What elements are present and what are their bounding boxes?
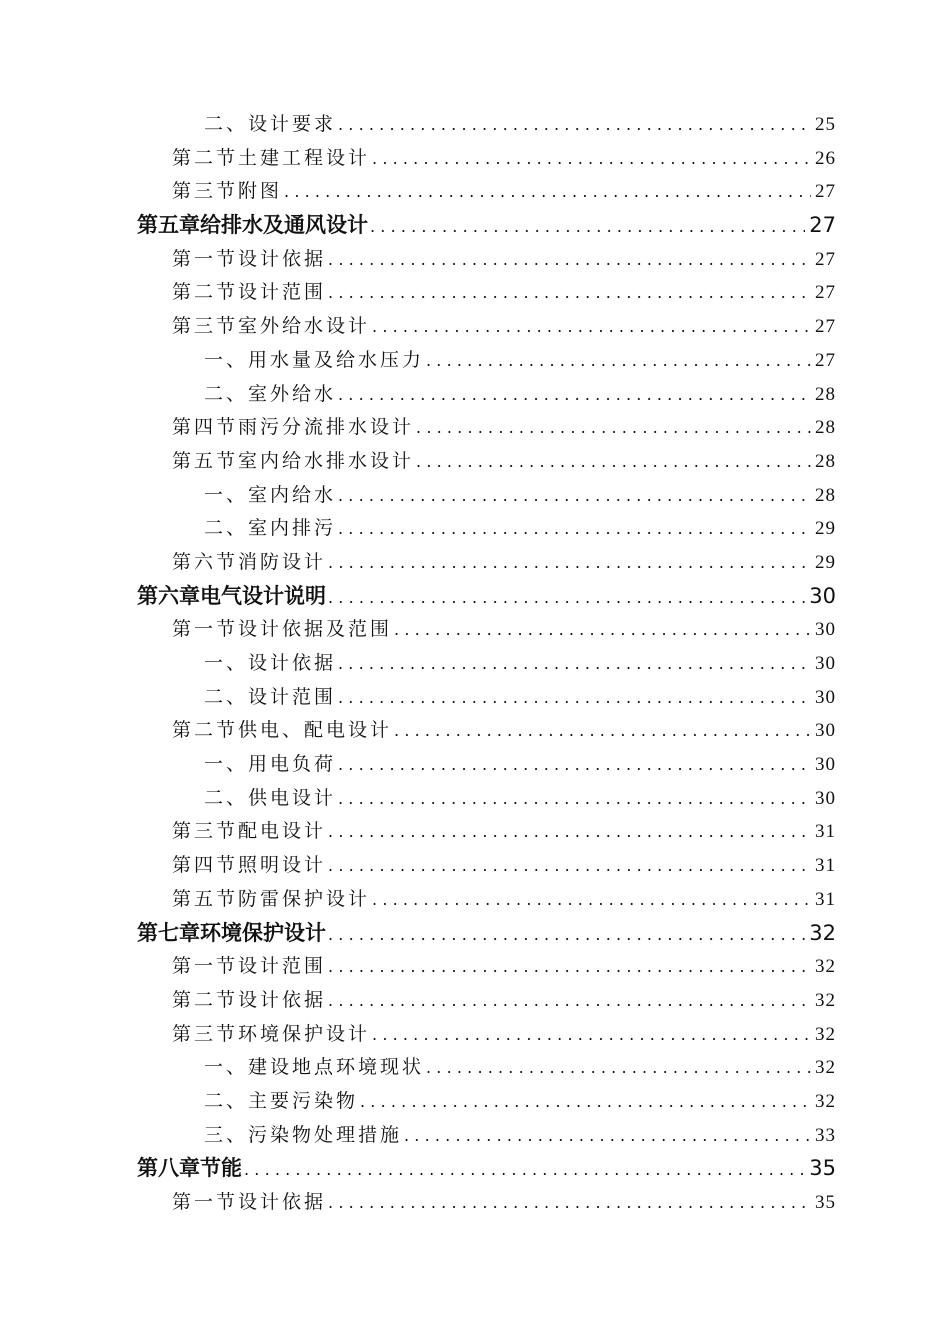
toc-page-number: 27 xyxy=(815,316,836,338)
dot-leader xyxy=(416,445,811,479)
toc-entry-number: 第六节 xyxy=(172,550,239,573)
toc-page-number: 27 xyxy=(815,349,836,371)
toc-entry-number: 第一节 xyxy=(172,247,239,270)
toc-subsection-entry[interactable] xyxy=(0,1119,950,1153)
toc-entry-title: 二、设计范围 xyxy=(204,685,337,708)
toc-entry-title: 室内给水排水设计 xyxy=(238,449,415,472)
dot-leader xyxy=(372,310,811,344)
toc-section-entry[interactable] xyxy=(0,984,950,1018)
toc-section-entry[interactable] xyxy=(0,411,950,445)
toc-page-number: 30 xyxy=(815,686,836,708)
toc-page-number: 28 xyxy=(815,450,836,472)
toc-entry-title: 设计依据 xyxy=(238,247,327,270)
dot-leader xyxy=(328,984,811,1018)
toc-subsection-entry[interactable] xyxy=(0,1085,950,1119)
toc-chapter-entry[interactable] xyxy=(0,580,950,614)
dot-leader xyxy=(426,344,811,378)
toc-subsection-entry[interactable] xyxy=(0,782,950,816)
dot-leader xyxy=(394,613,811,647)
toc-page-number: 30 xyxy=(815,754,836,776)
dot-leader xyxy=(394,714,811,748)
toc-entry-number: 第一节 xyxy=(172,1191,239,1213)
toc-page-number: 32 xyxy=(815,989,836,1011)
dot-leader xyxy=(360,1085,811,1119)
toc-section-entry[interactable] xyxy=(0,546,950,580)
toc-entry-number: 第五节 xyxy=(172,449,239,472)
dot-leader xyxy=(372,142,811,176)
toc-entry-title: 设计依据 xyxy=(238,1191,327,1213)
dot-leader xyxy=(370,210,805,244)
toc-entry-number: 第六章 xyxy=(137,583,200,608)
toc-entry-title: 二、主要污染物 xyxy=(204,1089,359,1112)
toc-subsection-entry[interactable] xyxy=(0,647,950,681)
dot-leader xyxy=(328,950,811,984)
toc-page-number: 31 xyxy=(815,855,836,877)
toc-section-entry[interactable] xyxy=(0,613,950,647)
dot-leader xyxy=(426,1051,811,1085)
toc-page-number: 32 xyxy=(815,1023,836,1045)
toc-entry-number: 第三节 xyxy=(172,180,239,203)
dot-leader xyxy=(338,748,811,782)
dot-leader xyxy=(328,815,811,849)
toc-entry-number: 第二节 xyxy=(172,988,239,1011)
dot-leader xyxy=(328,243,811,277)
toc-subsection-entry[interactable] xyxy=(0,681,950,715)
dot-leader xyxy=(338,378,811,412)
toc-page-number: 27 xyxy=(809,213,836,238)
toc-subsection-entry[interactable] xyxy=(0,378,950,412)
toc-entry-title: 三、污染物处理措施 xyxy=(204,1123,403,1146)
toc-section-entry[interactable] xyxy=(0,883,950,917)
toc-page-number: 33 xyxy=(815,1124,836,1146)
dot-leader xyxy=(328,581,805,615)
toc-page-number: 35 xyxy=(815,1192,836,1213)
toc-page-number: 30 xyxy=(809,583,836,608)
toc-entry-title: 二、设计要求 xyxy=(204,113,337,135)
toc-page-number: 32 xyxy=(815,956,836,978)
toc-entry-number: 第四节 xyxy=(172,854,239,877)
toc-entry-number: 第七章 xyxy=(137,920,200,945)
toc-entry-title: 一、建设地点环境现状 xyxy=(204,1056,425,1079)
toc-section-entry[interactable] xyxy=(0,310,950,344)
toc-subsection-entry[interactable] xyxy=(0,1051,950,1085)
toc-entry-title: 配电设计 xyxy=(238,820,327,843)
toc-section-entry[interactable] xyxy=(0,445,950,479)
toc-entry-title: 给排水及通风设计 xyxy=(200,213,368,238)
toc-page-number: 28 xyxy=(815,417,836,439)
dot-leader xyxy=(338,782,811,816)
toc-section-entry[interactable] xyxy=(0,243,950,277)
toc-entry-title: 一、设计依据 xyxy=(204,652,337,674)
toc-entry-title: 土建工程设计 xyxy=(238,146,371,169)
toc-page-number: 27 xyxy=(815,282,836,304)
toc-section-entry[interactable] xyxy=(0,849,950,883)
toc-subsection-entry[interactable] xyxy=(0,479,950,513)
toc-page-number: 30 xyxy=(815,653,836,674)
dot-leader xyxy=(372,883,811,917)
toc-subsection-entry[interactable] xyxy=(0,344,950,378)
toc-entry-number: 第一节 xyxy=(172,955,239,978)
toc-entry-number: 第三节 xyxy=(172,820,239,843)
dot-leader xyxy=(338,479,811,513)
toc-section-entry[interactable] xyxy=(0,175,950,209)
toc-entry-title: 设计范围 xyxy=(238,955,327,978)
toc-section-entry[interactable] xyxy=(0,142,950,176)
toc-entry-number: 第二节 xyxy=(172,719,239,742)
table-of-contents xyxy=(0,108,950,1220)
toc-entry-title: 环境保护设计 xyxy=(238,1022,371,1045)
toc-section-entry[interactable] xyxy=(0,815,950,849)
toc-entry-number: 第五节 xyxy=(172,887,239,910)
toc-entry-number: 第一节 xyxy=(172,618,239,641)
toc-entry-title: 防雷保护设计 xyxy=(238,887,371,910)
toc-entry-title: 二、室外给水 xyxy=(204,382,337,405)
toc-entry-title: 雨污分流排水设计 xyxy=(238,416,415,439)
dot-leader xyxy=(416,411,811,445)
toc-entry-number: 第五章 xyxy=(137,213,200,238)
toc-section-entry[interactable] xyxy=(0,950,950,984)
toc-page-number: 29 xyxy=(815,551,836,573)
toc-entry-title: 设计依据及范围 xyxy=(238,618,393,641)
toc-entry-title: 供电、配电设计 xyxy=(238,719,393,742)
toc-page-number: 25 xyxy=(815,114,836,135)
dot-leader xyxy=(404,1119,811,1153)
dot-leader xyxy=(372,1018,811,1052)
toc-entry-number: 第二节 xyxy=(172,146,239,169)
toc-page-number: 30 xyxy=(815,787,836,809)
toc-subsection-entry[interactable] xyxy=(0,748,950,782)
toc-page-number: 35 xyxy=(809,1156,836,1181)
toc-entry-number: 第八章 xyxy=(137,1156,200,1181)
toc-entry-title: 一、用水量及给水压力 xyxy=(204,348,425,371)
dot-leader xyxy=(284,175,811,209)
toc-subsection-entry[interactable] xyxy=(0,108,950,142)
toc-entry-number: 第三节 xyxy=(172,1022,239,1045)
toc-entry-title: 一、室内给水 xyxy=(204,483,337,506)
toc-page-number: 27 xyxy=(815,181,836,203)
toc-section-entry[interactable] xyxy=(0,1186,950,1220)
toc-entry-title: 室外给水设计 xyxy=(238,315,371,338)
toc-page-number: 28 xyxy=(815,383,836,405)
toc-section-entry[interactable] xyxy=(0,1018,950,1052)
toc-entry-title: 照明设计 xyxy=(238,854,327,877)
toc-page-number: 30 xyxy=(815,619,836,641)
toc-page-number: 31 xyxy=(815,888,836,910)
toc-entry-number: 第三节 xyxy=(172,315,239,338)
dot-leader xyxy=(328,546,811,580)
toc-page-number: 26 xyxy=(815,147,836,169)
toc-entry-title: 设计范围 xyxy=(238,281,327,304)
toc-page-number: 28 xyxy=(815,484,836,506)
toc-entry-title: 节能 xyxy=(200,1156,242,1181)
toc-entry-title: 环境保护设计 xyxy=(200,920,326,945)
toc-entry-title: 电气设计说明 xyxy=(200,583,326,608)
dot-leader xyxy=(328,1186,811,1220)
toc-section-entry[interactable] xyxy=(0,714,950,748)
toc-chapter-entry[interactable] xyxy=(0,1152,950,1186)
toc-entry-title: 一、用电负荷 xyxy=(204,753,337,776)
dot-leader xyxy=(328,849,811,883)
toc-entry-title: 消防设计 xyxy=(238,550,327,573)
toc-chapter-entry[interactable] xyxy=(0,917,950,951)
toc-entry-number: 第四节 xyxy=(172,416,239,439)
toc-entry-number: 第二节 xyxy=(172,281,239,304)
dot-leader xyxy=(244,1153,805,1187)
dot-leader xyxy=(338,681,811,715)
dot-leader xyxy=(338,512,811,546)
toc-entry-title: 二、供电设计 xyxy=(204,786,337,809)
toc-page-number: 32 xyxy=(809,920,836,945)
dot-leader xyxy=(338,108,811,142)
toc-subsection-entry[interactable] xyxy=(0,512,950,546)
dot-leader xyxy=(338,647,811,681)
toc-page-number: 29 xyxy=(815,518,836,540)
toc-page-number: 32 xyxy=(815,1057,836,1079)
dot-leader xyxy=(328,918,805,952)
toc-page-number: 32 xyxy=(815,1090,836,1112)
toc-entry-title: 设计依据 xyxy=(238,988,327,1011)
toc-page-number: 27 xyxy=(815,248,836,270)
toc-page-number: 31 xyxy=(815,821,836,843)
toc-chapter-entry[interactable] xyxy=(0,209,950,243)
toc-section-entry[interactable] xyxy=(0,276,950,310)
toc-entry-title: 附图 xyxy=(238,180,283,203)
toc-page-number: 30 xyxy=(815,720,836,742)
toc-entry-title: 二、室内排污 xyxy=(204,517,337,540)
dot-leader xyxy=(328,276,811,310)
